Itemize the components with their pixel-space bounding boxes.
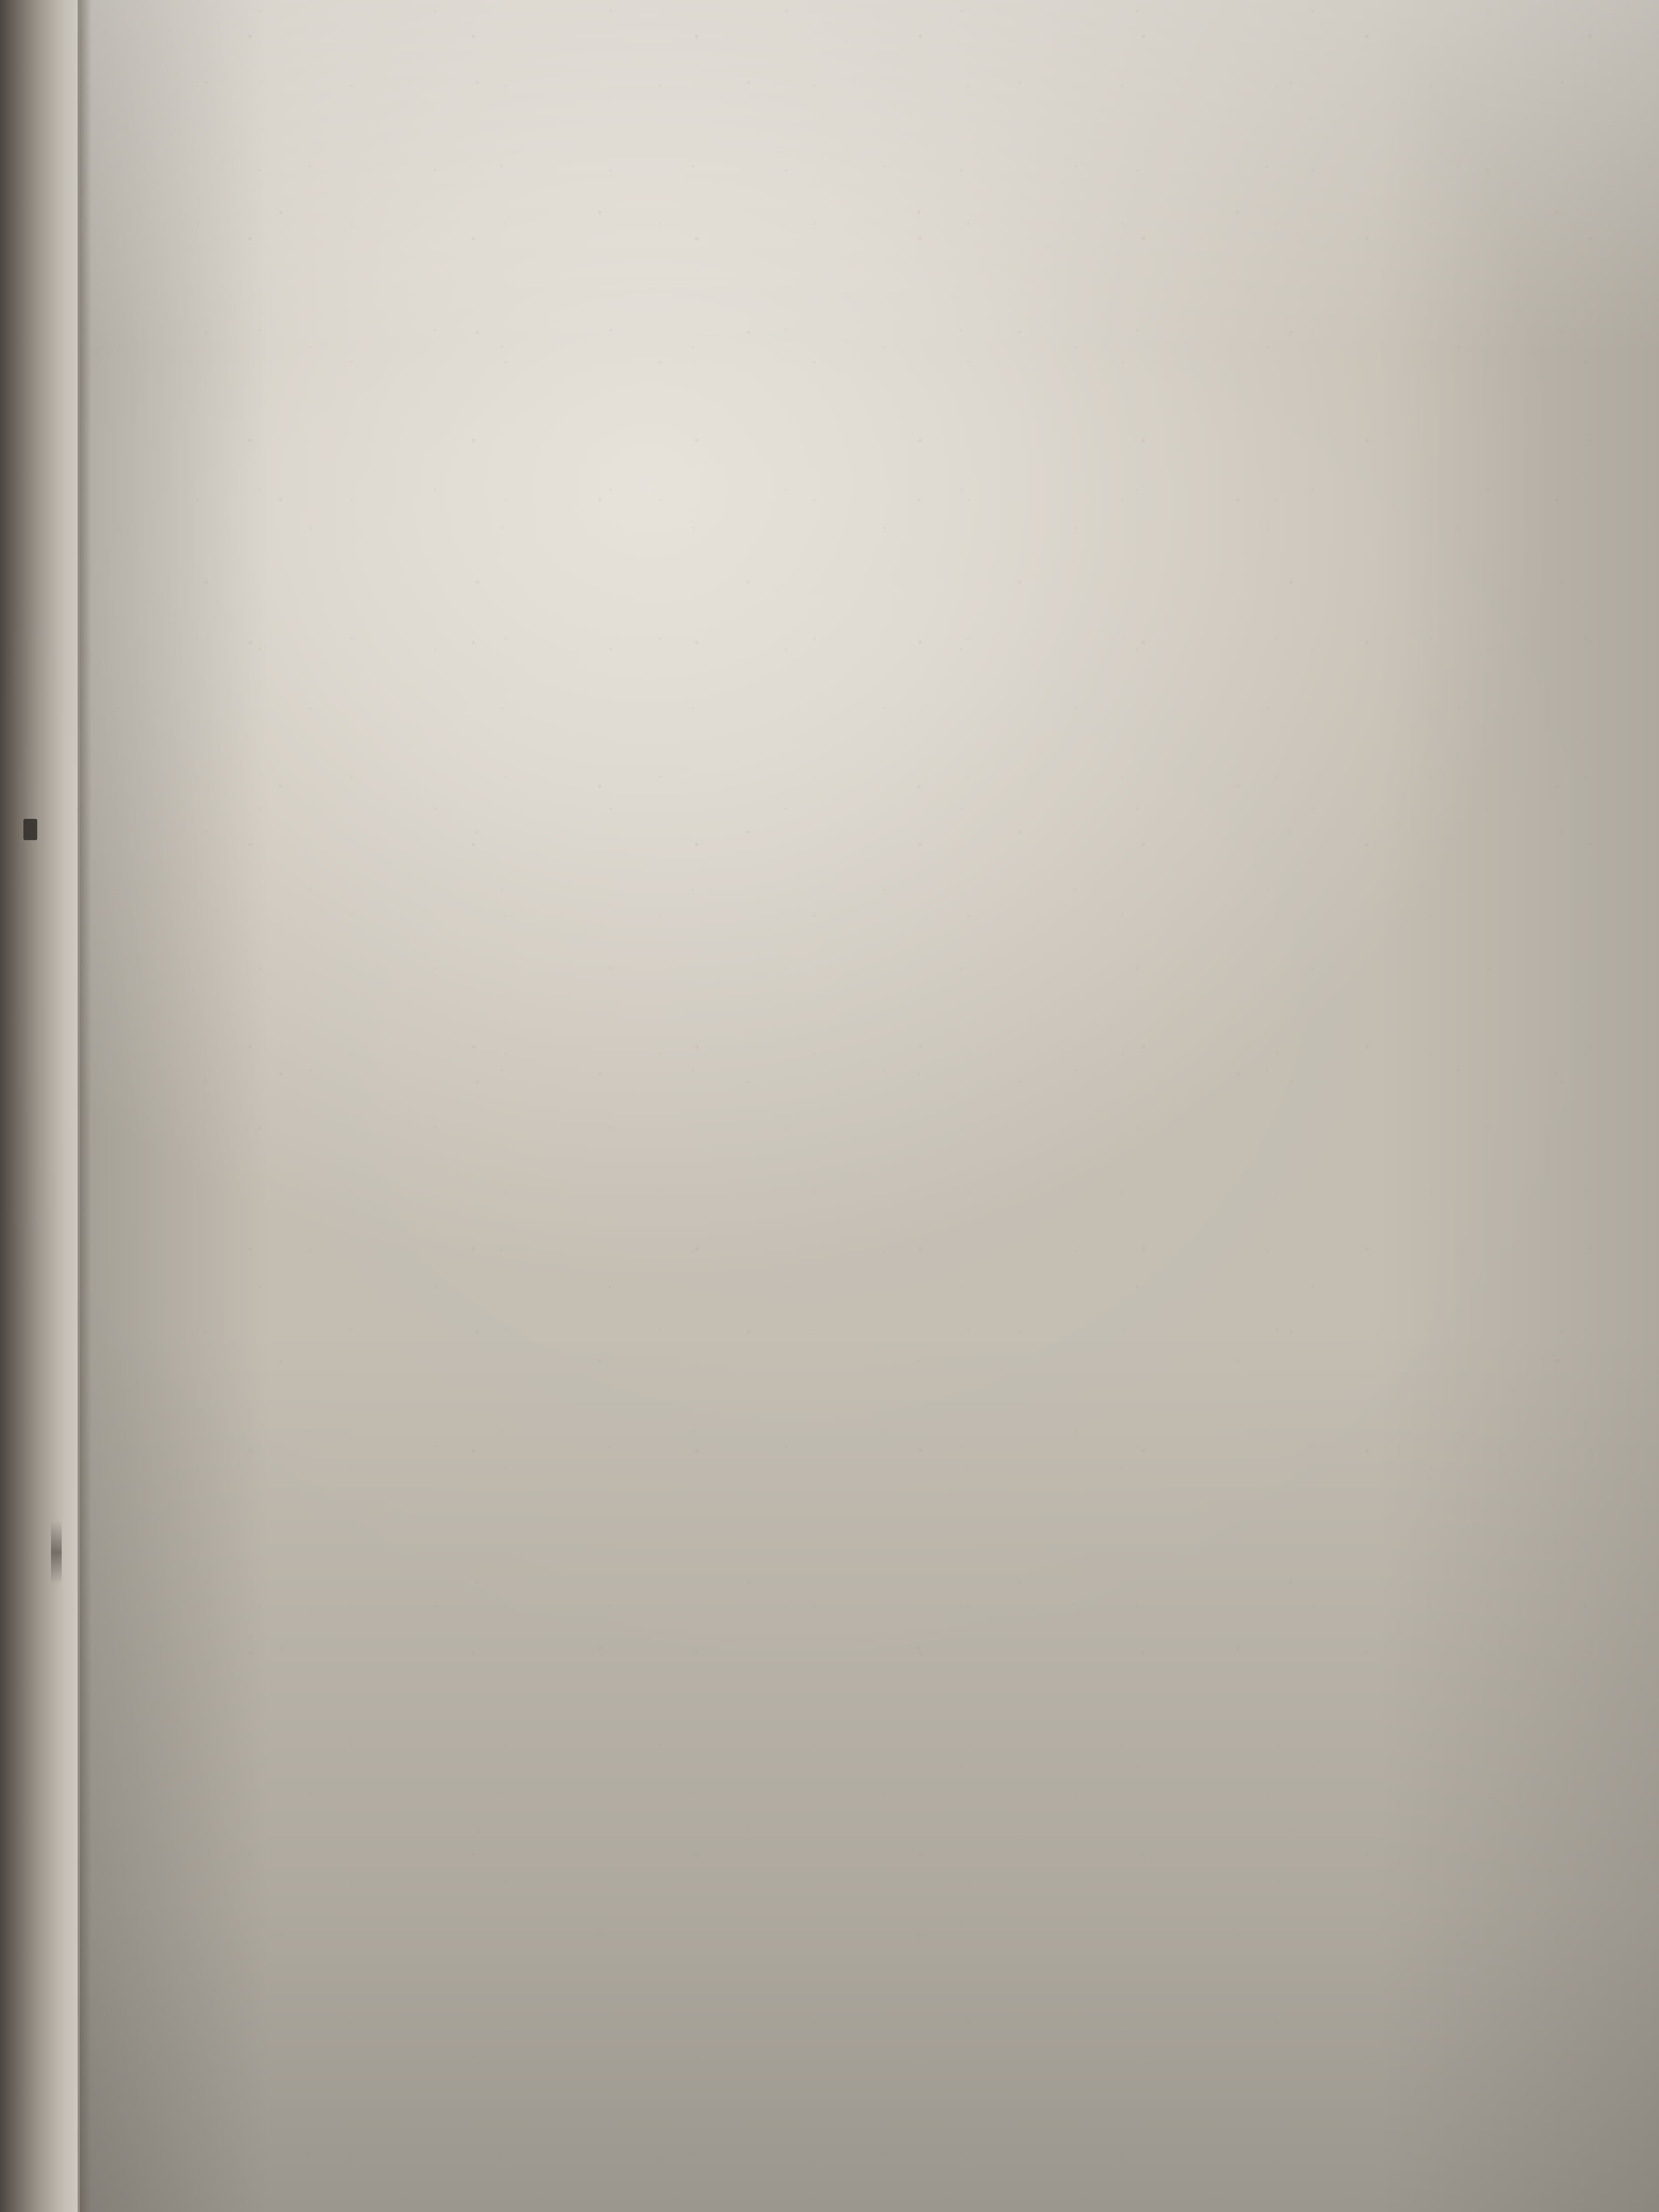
paper-surface: [80, 0, 1659, 2212]
page-crease: [78, 0, 91, 2212]
book-gutter-shadow: [0, 0, 80, 2212]
binding-nick-mark: [23, 819, 37, 840]
binding-edge-shade: [51, 1521, 62, 1585]
